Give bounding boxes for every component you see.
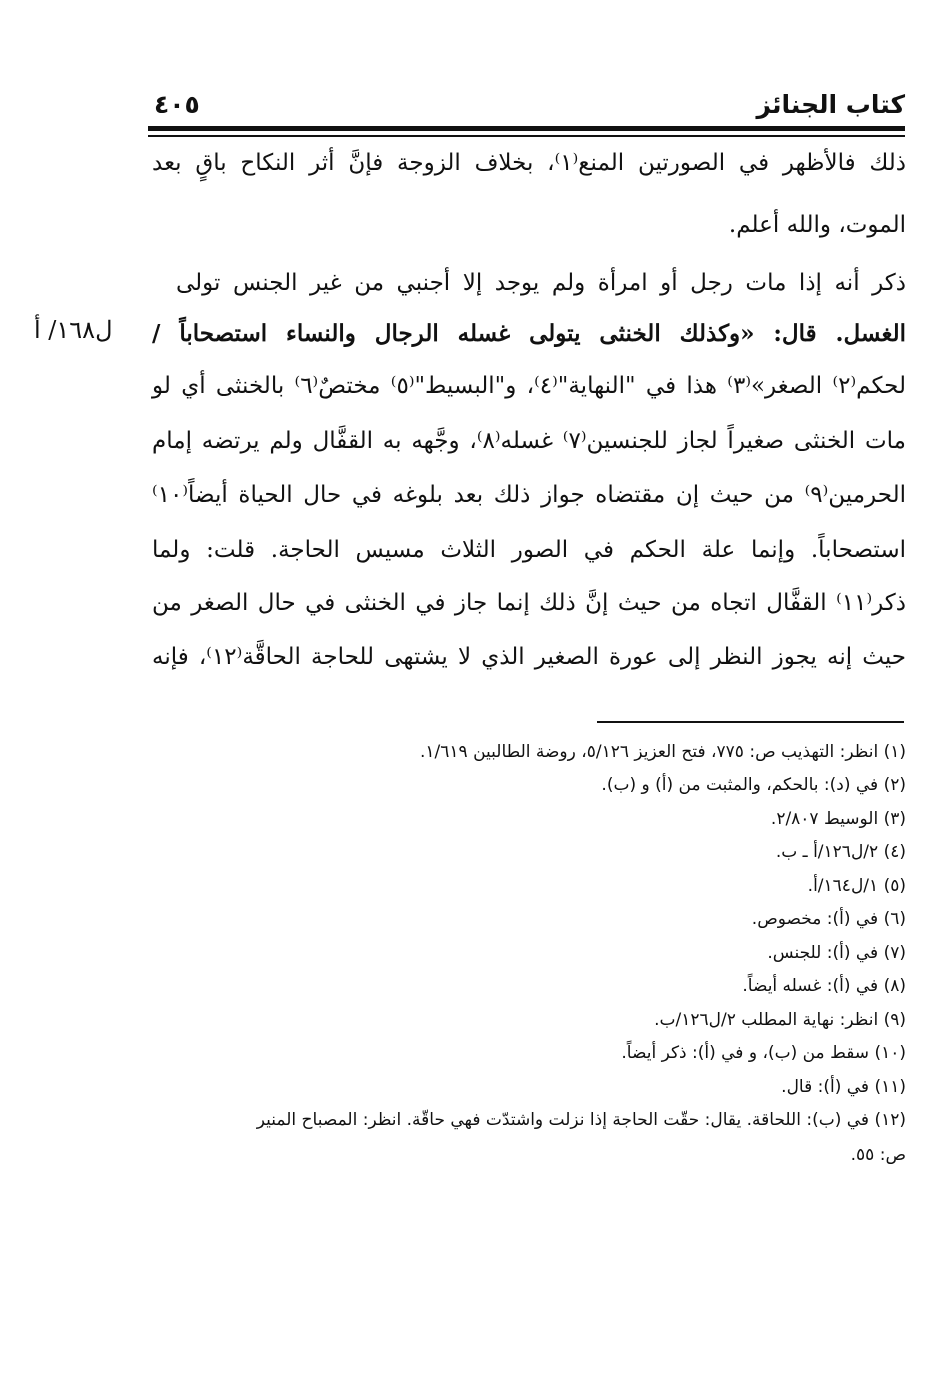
header-rule-thick	[148, 126, 905, 131]
body-line: الغسل. قال: «وكذلك الخنثى يتولى غسله الرجال والنساء استصحاباً /	[152, 320, 906, 347]
footnote: (٥) ١/ل١٦٤/أ.	[807, 876, 906, 896]
body-line: استصحاباً. وإنما علة الحكم في الصور الثلاث مسيس الحاجة. قلت: ولما	[152, 537, 906, 563]
body-line: الحرمين⁽٩⁾ من حيث إن مقتضاه جواز ذلك بعد بلوغه في حال الحياة أيضاً⁽١٠⁾	[152, 482, 906, 508]
running-title: كتاب الجنائز	[756, 90, 905, 119]
body-line: مات الخنثى صغيراً لجاز للجنسين⁽٧⁾ غسله⁽٨⁾، وجَّهه به القفَّال ولم يرتضه إمام	[152, 428, 906, 454]
body-line: ذلك فالأظهر في الصورتين المنع⁽١⁾، بخلاف الزوجة فإنَّ أثر النكاح باقٍ بعد	[152, 150, 907, 176]
body-line: لحكم⁽٢⁾ الصغر»⁽٣⁾ هذا في "النهاية"⁽٤⁾، و"البسيط"⁽٥⁾ مختصٌ⁽٦⁾ بالخنثى أي لو	[152, 373, 906, 399]
footnote: (١٠) سقط من (ب)، و في (أ): ذكر أيضاً.	[621, 1043, 906, 1063]
body-line: الموت، والله أعلم.	[728, 212, 906, 238]
body-line: ذكر أنه إذا مات رجل أو امرأة ولم يوجد إلا أجنبي من غير الجنس تولى	[176, 270, 906, 296]
page-header	[148, 88, 905, 124]
body-line: حيث إنه يجوز النظر إلى عورة الصغير الذي لا يشتهى للحاجة الحاقَّة⁽١٢⁾، فإنه	[152, 644, 907, 670]
page-number: ٤٠٥	[154, 90, 200, 119]
footnote: (٩) انظر: نهاية المطلب ٢/ل١٢٦/ب.	[654, 1010, 906, 1030]
header-rule-thin	[148, 135, 905, 137]
footnote-separator	[597, 721, 904, 723]
manuscript-folio-note: ل١٦٨/ أ	[34, 316, 113, 344]
footnote: (٧) في (أ): للجنس.	[767, 943, 906, 963]
footnote: (١١) في (أ): قال.	[781, 1077, 906, 1097]
footnote: (٢) في (د): بالحكم، والمثبت من (أ) و (ب).	[601, 775, 906, 795]
footnote: (٦) في (أ): مخصوص.	[751, 909, 906, 929]
footnote: (٣) الوسيط ٢/٨٠٧.	[770, 809, 906, 829]
footnote: (٨) في (أ): غسله أيضاً.	[742, 976, 906, 996]
body-line: ذكر⁽١١⁾ القفَّال اتجاه من حيث إنَّ ذلك إنما جاز في الخنثى في حال الصغر من	[152, 590, 906, 616]
footnote: (١٢) في (ب): اللحاقة. يقال: حقّت الحاجة إذا نزلت واشتدّت فهي حاقّة. انظر: المصباح المنير	[256, 1110, 906, 1130]
footnote: ص: ٥٥.	[850, 1145, 906, 1165]
footnote: (٤) ٢/ل١٢٦/أ ـ ب.	[775, 842, 906, 862]
footnote: (١) انظر: التهذيب ص: ٧٧٥، فتح العزيز ٥/١٢٦، روضة الطالبين ١/٦١٩.	[420, 742, 906, 762]
